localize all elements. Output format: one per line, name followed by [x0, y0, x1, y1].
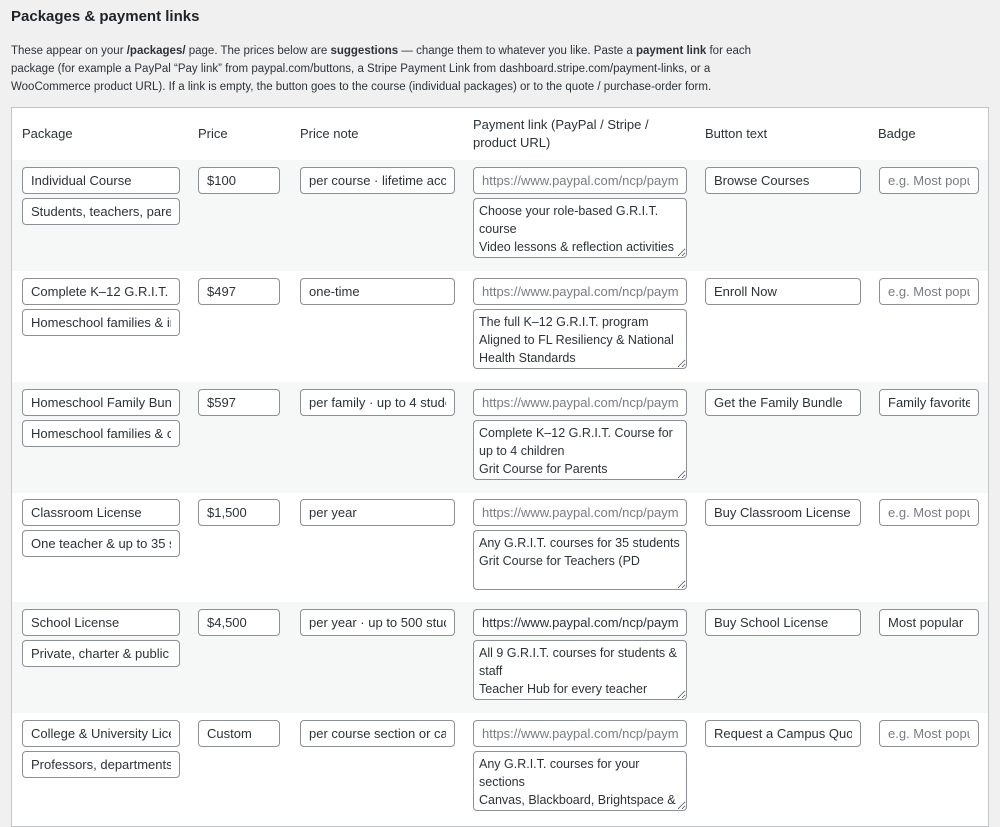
package-name-input[interactable] — [22, 499, 180, 526]
payment-link-input[interactable] — [473, 389, 687, 416]
button-text-input[interactable] — [705, 609, 861, 636]
header-price: Price — [198, 126, 228, 141]
payment-link-input[interactable] — [473, 278, 687, 305]
package-audience-input[interactable] — [22, 530, 180, 557]
price-input[interactable] — [198, 609, 280, 636]
price-note-input[interactable] — [300, 167, 455, 194]
package-name-input[interactable] — [22, 609, 180, 636]
header-package: Package — [22, 126, 73, 141]
page-description: These appear on your /packages/ page. The prices below are suggestions — change them to whatever you like. Paste a payment link for each package (for example a PayPal “Pay link” from paypal.com/buttons, a Stripe Payment Link from dashboard.stripe.com/payment-links, or a WooCommerce product URL). If a link is empty, the button goes to the course (individual packages) or to the quote / purchase-order form. — [11, 45, 752, 93]
package-audience-input[interactable] — [22, 420, 180, 447]
price-input[interactable] — [198, 499, 280, 526]
payment-link-input[interactable] — [473, 167, 687, 194]
price-note-input[interactable] — [300, 499, 455, 526]
price-input[interactable] — [198, 167, 280, 194]
package-features-textarea[interactable] — [473, 530, 687, 590]
button-text-input[interactable] — [705, 167, 861, 194]
payment-link-input[interactable] — [473, 720, 687, 747]
table-row — [12, 602, 988, 713]
badge-input[interactable] — [879, 167, 979, 194]
badge-input[interactable] — [879, 499, 979, 526]
header-badge: Badge — [878, 126, 916, 141]
price-input[interactable] — [198, 720, 280, 747]
header-payment-link: Payment link (PayPal / Stripe / product URL) — [473, 117, 649, 150]
packages-table — [11, 107, 989, 827]
price-note-input[interactable] — [300, 720, 455, 747]
header-price-note: Price note — [300, 126, 359, 141]
button-text-input[interactable] — [705, 389, 861, 416]
badge-input[interactable] — [879, 720, 979, 747]
payment-link-input[interactable] — [473, 609, 687, 636]
button-text-input[interactable] — [705, 278, 861, 305]
price-input[interactable] — [198, 278, 280, 305]
package-features-textarea[interactable] — [473, 640, 687, 700]
package-audience-input[interactable] — [22, 198, 180, 225]
package-features-textarea[interactable] — [473, 751, 687, 811]
table-row — [12, 382, 988, 493]
package-features-textarea[interactable] — [473, 309, 687, 369]
price-note-input[interactable] — [300, 609, 455, 636]
package-features-textarea[interactable] — [473, 198, 687, 258]
price-note-input[interactable] — [300, 278, 455, 305]
badge-input[interactable] — [879, 278, 979, 305]
package-name-input[interactable] — [22, 720, 180, 747]
price-note-input[interactable] — [300, 389, 455, 416]
package-name-input[interactable] — [22, 278, 180, 305]
header-button-text: Button text — [705, 126, 768, 141]
package-audience-input[interactable] — [22, 751, 180, 778]
package-features-textarea[interactable] — [473, 420, 687, 480]
payment-link-input[interactable] — [473, 499, 687, 526]
table-row — [12, 160, 988, 271]
button-text-input[interactable] — [705, 720, 861, 747]
price-input[interactable] — [198, 389, 280, 416]
badge-input[interactable] — [879, 389, 979, 416]
page-title: Packages & payment links — [11, 8, 200, 25]
package-audience-input[interactable] — [22, 640, 180, 667]
table-row — [12, 492, 988, 603]
package-name-input[interactable] — [22, 389, 180, 416]
table-row — [12, 713, 988, 824]
badge-input[interactable] — [879, 609, 979, 636]
table-row — [12, 271, 988, 382]
button-text-input[interactable] — [705, 499, 861, 526]
package-name-input[interactable] — [22, 167, 180, 194]
package-audience-input[interactable] — [22, 309, 180, 336]
table-header — [12, 108, 988, 161]
